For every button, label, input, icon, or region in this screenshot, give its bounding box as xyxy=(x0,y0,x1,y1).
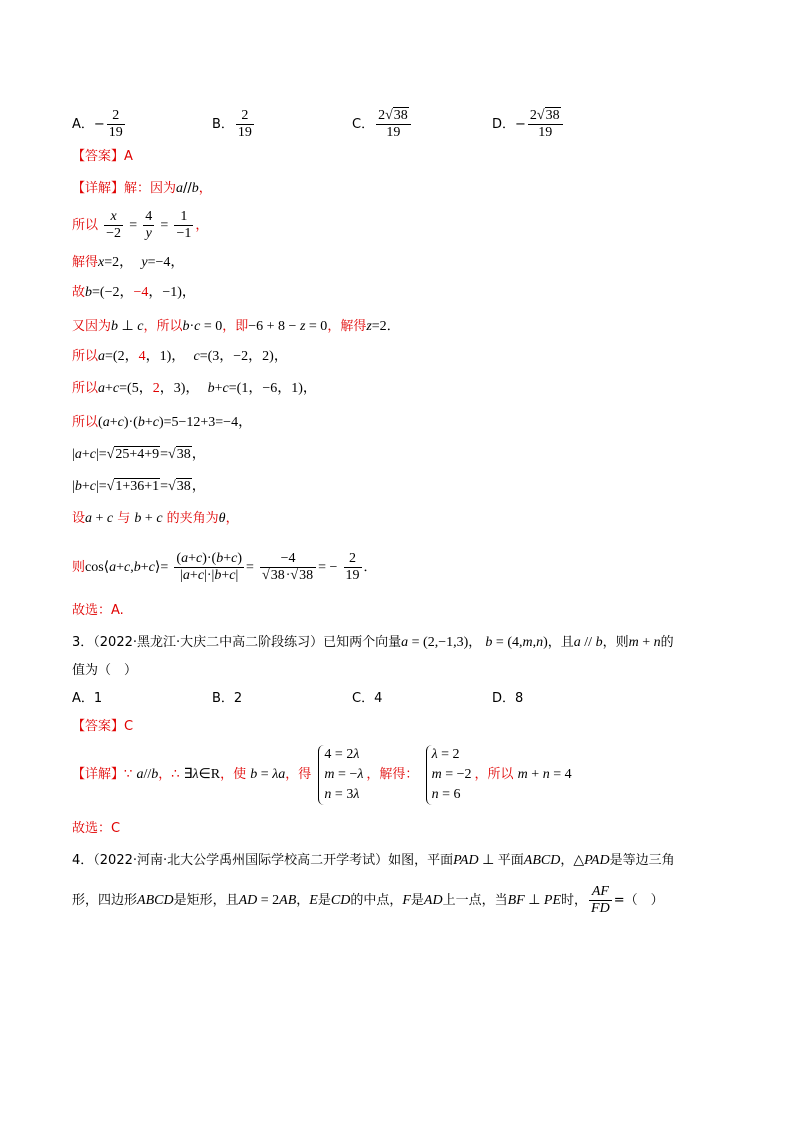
q2-detail-line-1: 【详解】解：因为a//b， xyxy=(72,181,212,196)
q3-option-c: C．4 xyxy=(352,691,383,706)
q2-detail-line-3: 解得x=2， y=−4， xyxy=(72,255,185,270)
q2-detail-line-4: 故b=(−2，−4，−1)， xyxy=(72,285,196,300)
q2-detail-line-6: 所以a=(2，4，1)， c=(3，−2，2)， xyxy=(72,349,288,364)
q3-system-1: 4 = 2λ m = −λ n = 3λ xyxy=(318,745,363,805)
q3-number: 3． xyxy=(72,635,94,650)
q3-system-2: λ = 2 m = −2 n = 6 xyxy=(426,745,472,805)
q4-stem-line-1: 4．（2022·河南·北大公学禹州国际学校高二开学考试）如图，平面PAD ⊥ 平面ABCD，△PAD是等边三角 xyxy=(72,853,675,868)
q4-stem-line-2: 形，四边形ABCD是矩形，且AD = 2AB，E是CD的中点，F是AD上一点，当BF ⊥ PE时， $\frac{AF}{FD}$ =（ ） xyxy=(72,884,664,916)
q2-conclusion: 故选：A. xyxy=(72,603,124,618)
q2-detail-label: 【详解】 xyxy=(72,181,125,196)
q3-stem-line-2: 值为（ ） xyxy=(72,663,138,678)
q2-option-a: A．− $\frac{2}{19}$ xyxy=(72,108,123,140)
q3-detail-label: 【详解】 xyxy=(72,767,125,782)
q3-detail: 【详解】∵ a//b，∴ ∃λ∈R，使 b = λa，得 4 = 2λ m = −λ n = 3λ ，解得： λ = 2 m = −2 n = 6 ，所以 m + n = 4 xyxy=(72,744,572,806)
q2-detail-line-10: |b+c|=√1+36+1=√38， xyxy=(72,479,206,494)
q2-option-d: D．− $\frac{2√38}{19}$ xyxy=(492,108,565,141)
q4-source: （2022·河南·北大公学禹州国际学校高二开学考试） xyxy=(93,853,389,868)
q4-number: 4． xyxy=(72,853,94,868)
q2-detail-line-7: 所以a+c=(5，2，3)， b+c=(1，−6，1)， xyxy=(72,381,317,396)
q2-detail-line-11: 设a + c 与 b + c 的夹角为θ， xyxy=(72,511,239,526)
q2-detail-line-8: 所以(a+c)·(b+c)=5−12+3=−4， xyxy=(72,415,253,430)
q3-source: （2022·黑龙江·大庆二中高二阶段练习） xyxy=(93,635,324,650)
q2-detail-line-2: 所以 $\frac{x}{-2}$ = $\frac{4}{y}$ = $\frac{1}{-1}$ ， xyxy=(72,209,209,241)
q3-option-a: A．1 xyxy=(72,691,103,706)
q2-option-c: C． $\frac{2√38}{19}$ xyxy=(352,108,413,141)
q2-detail-line-12: 则cos⟨a+c,b+c⟩= $\frac{(a+c)\cdot(b+c)}{|a+c|\cdot|b+c|}$ = $\frac{-4}{√38\cdot√38}$ = − $\frac{2}{19}$ ． xyxy=(72,551,377,583)
q2-detail-line-5: 又因为b ⊥ c，所以b·c = 0，即−6 + 8 − z = 0，解得z=2． xyxy=(72,319,400,334)
q3-conclusion: 故选：C xyxy=(72,821,121,836)
q3-option-b: B．2 xyxy=(212,691,243,706)
q2-detail-line-9: |a+c|=√25+4+9=√38， xyxy=(72,447,206,462)
q3-answer: 【答案】C xyxy=(72,719,134,734)
q3-option-d: D．8 xyxy=(492,691,524,706)
q2-answer: 【答案】A xyxy=(72,149,133,164)
q3-stem-line-1: 3．（2022·黑龙江·大庆二中高二阶段练习）已知两个向量a = (2,−1,3)， b = (4,m,n)，且a // b，则m + n的 xyxy=(72,635,674,650)
q2-option-b: B． $\frac{2}{19}$ xyxy=(212,108,252,140)
